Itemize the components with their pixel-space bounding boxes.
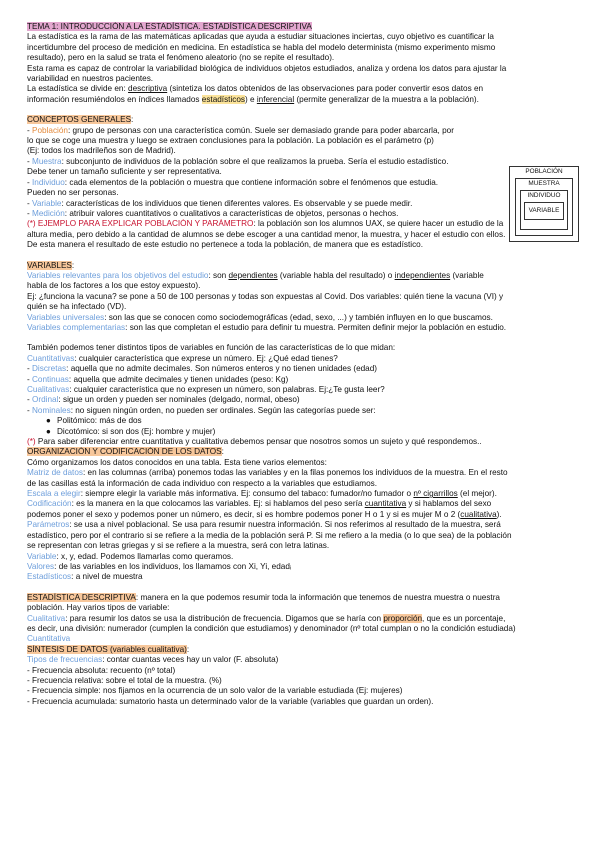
- intro-line-1: La estadística es la rama de las matemáticas aplicadas que ayuda a estudiar situaciones inciertas, cuyo objetivo es cuantificar la: [27, 32, 494, 42]
- codificacion-line-2: podemos poner el sexo y podemos poner un número, es decir, si es hombre podemos poner H o 1 y si es mujer M o 2 (cualitativa).: [27, 509, 502, 519]
- ordinal-line: - Ordinal: sigue un orden y pueden ser nominales (delgado, normal, obeso): [27, 395, 300, 405]
- intro-line-4: Esta rama es capaz de controlar la variabilidad biológica de individuos objetos estudiados, analiza y ordena los datos para ajustar la: [27, 63, 507, 73]
- estadisticos-line: Estadísticos: a nivel de muestra: [27, 572, 143, 582]
- cualitativa-line-2: es decir, una división: numerador (cumplen la condición que estudiamos) y denominador (nº total cumplan o no la condición estudiada): [27, 623, 516, 633]
- document-title: TEMA 1: INTRODUCCIÓN A LA ESTADÍSTICA. ESTADÍSTICA DESCRIPTIVA: [27, 22, 312, 31]
- variable-label: VARIABLE: [528, 207, 560, 214]
- descriptiva-line-1: ESTADÍSTICA DESCRIPTIVA: manera en la que podemos resumir toda la información que tenemos de nuestra muestra o nuestra: [27, 592, 500, 602]
- valores-line: Valores: de las variables en los individuos, los llamamos con Xi, Yi, edadᵢ: [27, 561, 292, 571]
- poblacion-line-2: lo que se coge una muestra y luego se extraen conclusiones para la población. La población es el parámetro (p): [27, 136, 434, 146]
- variable-line-1: - Variable: características de los individuos que tienen diferentes valores. Es observable y se puede medir.: [27, 198, 413, 208]
- muestra-line-1: - Muestra: subconjunto de individuos de la población sobre el que realizamos la prueba. Sería el estudio estadístico.: [27, 156, 449, 166]
- relevantes-line-4: quién se ha infectado (VD).: [27, 302, 127, 312]
- frecuencia-simple-line: - Frecuencia simple: nos fijamos en la ocurrencia de un solo valor de la variable estudiada (Ej: mujeres): [27, 686, 403, 696]
- cualitativa-line-1: Cualitativa: para resumir los datos se usa la distribución de frecuencia. Digamos que se haría con proporción, que es un porcentaje,: [27, 613, 506, 623]
- individuo-label: INDIVIDUO: [527, 192, 561, 199]
- document-page: [27, 22, 575, 707]
- individuo-line-2: Pueden no ser personas.: [27, 188, 119, 198]
- intro-line-6: La estadística se divide en: descriptiva (sintetiza los datos obtenidos de las observaciones para poder convertir esos datos en: [27, 84, 484, 94]
- tipos-frecuencias-line: Tipos de frecuencias: contar cuantas veces hay un valor (F. absoluta): [27, 655, 279, 665]
- descriptiva-line-2: población. Hay varios tipos de variable:: [27, 603, 170, 613]
- individuo-line-1: - Individuo: cada elementos de la población o muestra que contiene información sobre el fenómenos que estudia.: [27, 177, 439, 187]
- poblacion-line-1: - Población: grupo de personas con una característica común. Suele ser demasiado grande para poder abarcarla, por: [27, 125, 454, 135]
- ejemplo-line-3: De esta manera el resultado de este estudio no pertenece a toda la población, de manera que es estadístico.: [27, 240, 423, 250]
- intro-line-5: variabilidad en nuestros pacientes.: [27, 74, 154, 84]
- nota-line: (*) Para saber diferenciar entre cuantitativa y cualitativa debemos pensar que nosotros somos un sujeto y qué respondemos..: [27, 437, 482, 447]
- medicion-line-1: - Medición: atribuir valores cuantitativos o cualitativos a características de objetos, personas o hechos.: [27, 208, 399, 218]
- bullet-icon: ●: [46, 426, 51, 436]
- conceptos-heading: CONCEPTOS GENERALES:: [27, 115, 134, 125]
- frecuencia-acumulada-line: - Frecuencia acumulada: sumatorio hasta un determinado valor de la variable (variables que guardan un orden).: [27, 696, 434, 706]
- variable-box: [524, 202, 564, 220]
- organizacion-intro: Cómo organizamos los datos conocidos en una tabla. Esta tiene varios elementos:: [27, 457, 327, 467]
- tipos-intro: También podemos tener distintos tipos de variables en función de las características de lo que midan:: [27, 343, 396, 353]
- cualitativas-line: Cualitativas: cualquier característica que no expresen un número, son palabras. Ej:¿Te gusta leer?: [27, 385, 385, 394]
- sintesis-heading: SÍNTESIS DE DATOS (variables cualitativa):: [27, 644, 190, 654]
- matriz-line-1: Matriz de datos: en las columnas (arriba) ponemos todas las variables y en la filas ponemos los individuos de la muestra. En el resto: [27, 468, 508, 478]
- relevantes-line-2: habla de los factores a los que estoy expuesto).: [27, 281, 201, 291]
- population-diagram: [509, 166, 579, 242]
- muestra-line-2: Debe tener un tamaño suficiente y ser representativa.: [27, 167, 222, 177]
- variable-def-line: Variable: x, y, edad. Podemos llamarlas como queramos.: [27, 551, 234, 561]
- variables-heading: VARIABLES:: [27, 260, 75, 270]
- bullet-icon: ●: [46, 416, 51, 426]
- parametros-line-1: Parámetros: se usa a nivel poblacional. Se usa para resumir nuestra información. Si nos referimos al resultado de la muestra, será: [27, 520, 501, 530]
- poblacion-label: POBLACIÓN: [525, 168, 563, 175]
- ejemplo-line-2: altura media, pero debido a la cantidad de alumnos se debe escoger a una cantidad menor, la muestra, y hacer el estudio con ellos.: [27, 229, 506, 239]
- frecuencia-absoluta-line: - Frecuencia absoluta: recuento (nº total): [27, 665, 176, 675]
- term-inferencial: inferencial: [256, 94, 295, 104]
- intro-line-2: incertidumbre del proceso de medición en medicina. En estadística se habla del modelo determinista (mismo experimento mismo: [27, 42, 496, 52]
- poblacion-line-3: (Ej: todos los madrileños son de Madrid).: [27, 146, 176, 156]
- frecuencia-relativa-line: - Frecuencia relativa: sobre el total de la muestra. (%): [27, 675, 222, 685]
- parametros-line-2: estadístico, pero por el contrario si se refiere a la media de la población será P. Si me refiero a la media (o lo que sea) de la población: [27, 530, 512, 540]
- relevantes-line-1: Variables relevantes para los objetivos del estudio: son dependientes (variable habla del resultado) o independientes (variable: [27, 270, 484, 280]
- discretas-line: - Discretas: aquella que no admite decimales. Son números enteros y no tienen unidades (edad): [27, 364, 378, 374]
- term-descriptiva: descriptiva: [128, 84, 168, 94]
- relevantes-line-3: Ej: ¿funciona la vacuna? se pone a 50 de 100 personas y todas son expuestas al Covid. Dos variables: quién tiene la vacuna (VI) y: [27, 291, 504, 301]
- matriz-line-2: de las casillas está la información de cada individuo con respecto a la variables que estudiamos.: [27, 478, 377, 488]
- nominales-line: - Nominales: no siguen ningún orden, no pueden ser ordinales. Según las categorías puede ser:: [27, 405, 376, 415]
- cuantitativas-line: Cuantitativas: cualquier característica que exprese un número. Ej: ¿Qué edad tienes?: [27, 353, 338, 363]
- politomico-item: ● Politómico: más de dos: [27, 416, 575, 426]
- codificacion-line-1: Codificación: es la manera en la que colocamos las variables. Ej: si hablamos del peso sería cuantitativa y si hablamos del sexo: [27, 499, 492, 509]
- intro-line-7: información resumiéndolos en índices llamados estadísticos) e inferencial (permite generalizar de la muestra a la población).: [27, 94, 479, 104]
- universales-line-1: Variables universales: son las que se conocen como sociodemográficas (edad, sexo, ...) y también influyen en lo que buscamos.: [27, 312, 493, 322]
- intro-line-3: resultado), pero en la salud se trata el fenómeno aleatorio (no se repite el resultado).: [27, 53, 335, 63]
- term-estadisticos: estadísticos: [201, 94, 245, 104]
- cuantitativa-line: Cuantitativa: [27, 634, 71, 644]
- continuas-line: - Continuas: aquella que admite decimales y tienen unidades (peso: Kg): [27, 374, 289, 384]
- escala-line: Escala a elegir: siempre elegir la variable más informativa. Ej: consumo del tabaco: fumador/no fumador o nº cigarrillos (el mejor).: [27, 489, 497, 499]
- ejemplo-line-1: (*) EJEMPLO PARA EXPLICAR POBLACIÓN Y PARÁMETRO: la población son los alumnos UAX, se quiere hacer un estudio de la: [27, 219, 504, 229]
- organizacion-heading: ORGANIZACIÓN Y CODIFICACIÓN DE LOS DATOS:: [27, 447, 224, 457]
- muestra-label: MUESTRA: [528, 180, 560, 187]
- complementarias-line-1: Variables complementarias: son las que completan el estudio para definir tu muestra. Permiten definir mejor la población en estudio.: [27, 322, 507, 332]
- parametros-line-3: se representan con letras griegas y si se refiere a la muestra, será con letra latinas.: [27, 541, 330, 551]
- dicotomico-item: ● Dicotómico: si son dos (Ej: hombre y mujer): [27, 427, 575, 437]
